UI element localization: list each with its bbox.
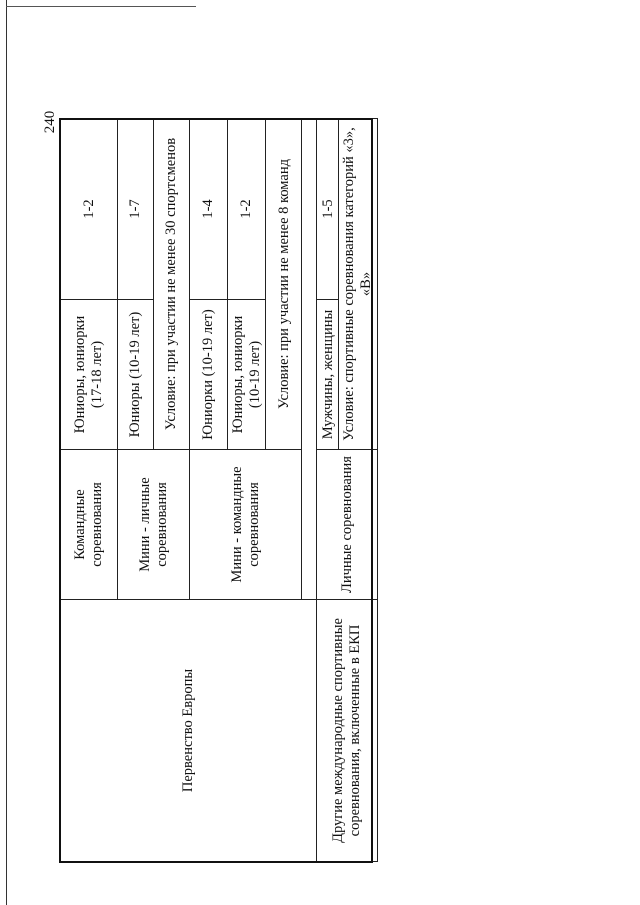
places-cell: 1-4 — [190, 119, 228, 300]
group-cell: Юниорки (10-19 лет) — [190, 300, 228, 450]
places-cell: 1-2 — [228, 119, 266, 300]
event-title-europe: Первенство Европы — [61, 600, 317, 862]
category-personal: Личные соревнования — [317, 450, 377, 600]
table-row — [61, 119, 118, 862]
group-cell: Мужчины, женщины — [317, 300, 339, 450]
rotated-page — [42, 110, 375, 862]
places-cell: 1-7 — [118, 119, 154, 300]
page-number: 240 — [42, 110, 58, 134]
table-row — [317, 119, 339, 862]
category-mini-team: Мини - командные соревнования — [190, 450, 302, 600]
category-mini-personal: Мини - личные соревнования — [118, 450, 190, 600]
condition-cell: Условие: при участии не менее 8 команд — [266, 119, 302, 450]
separator-cell — [302, 119, 317, 600]
condition-cell: Условие: спортивные соревнования категорий «3», «В» — [339, 119, 377, 450]
group-cell: Юниоры (10-19 лет) — [118, 300, 154, 450]
group-cell: Юниоры, юниорки (10-19 лет) — [228, 300, 266, 450]
places-cell: 1-5 — [317, 119, 339, 300]
places-cell: 1-2 — [61, 119, 118, 300]
group-cell: Юниоры, юниорки (17-18 лет) — [61, 300, 118, 450]
event-title-other: Другие международные спортивные соревнования, включенные в ЕКП — [317, 600, 377, 862]
top-margin-rule — [6, 6, 196, 7]
category-team: Командные соревнования — [61, 450, 118, 600]
condition-cell: Условие: при участии не менее 30 спортсменов — [154, 119, 190, 450]
left-margin-rule — [6, 0, 7, 905]
competition-table — [60, 118, 378, 862]
